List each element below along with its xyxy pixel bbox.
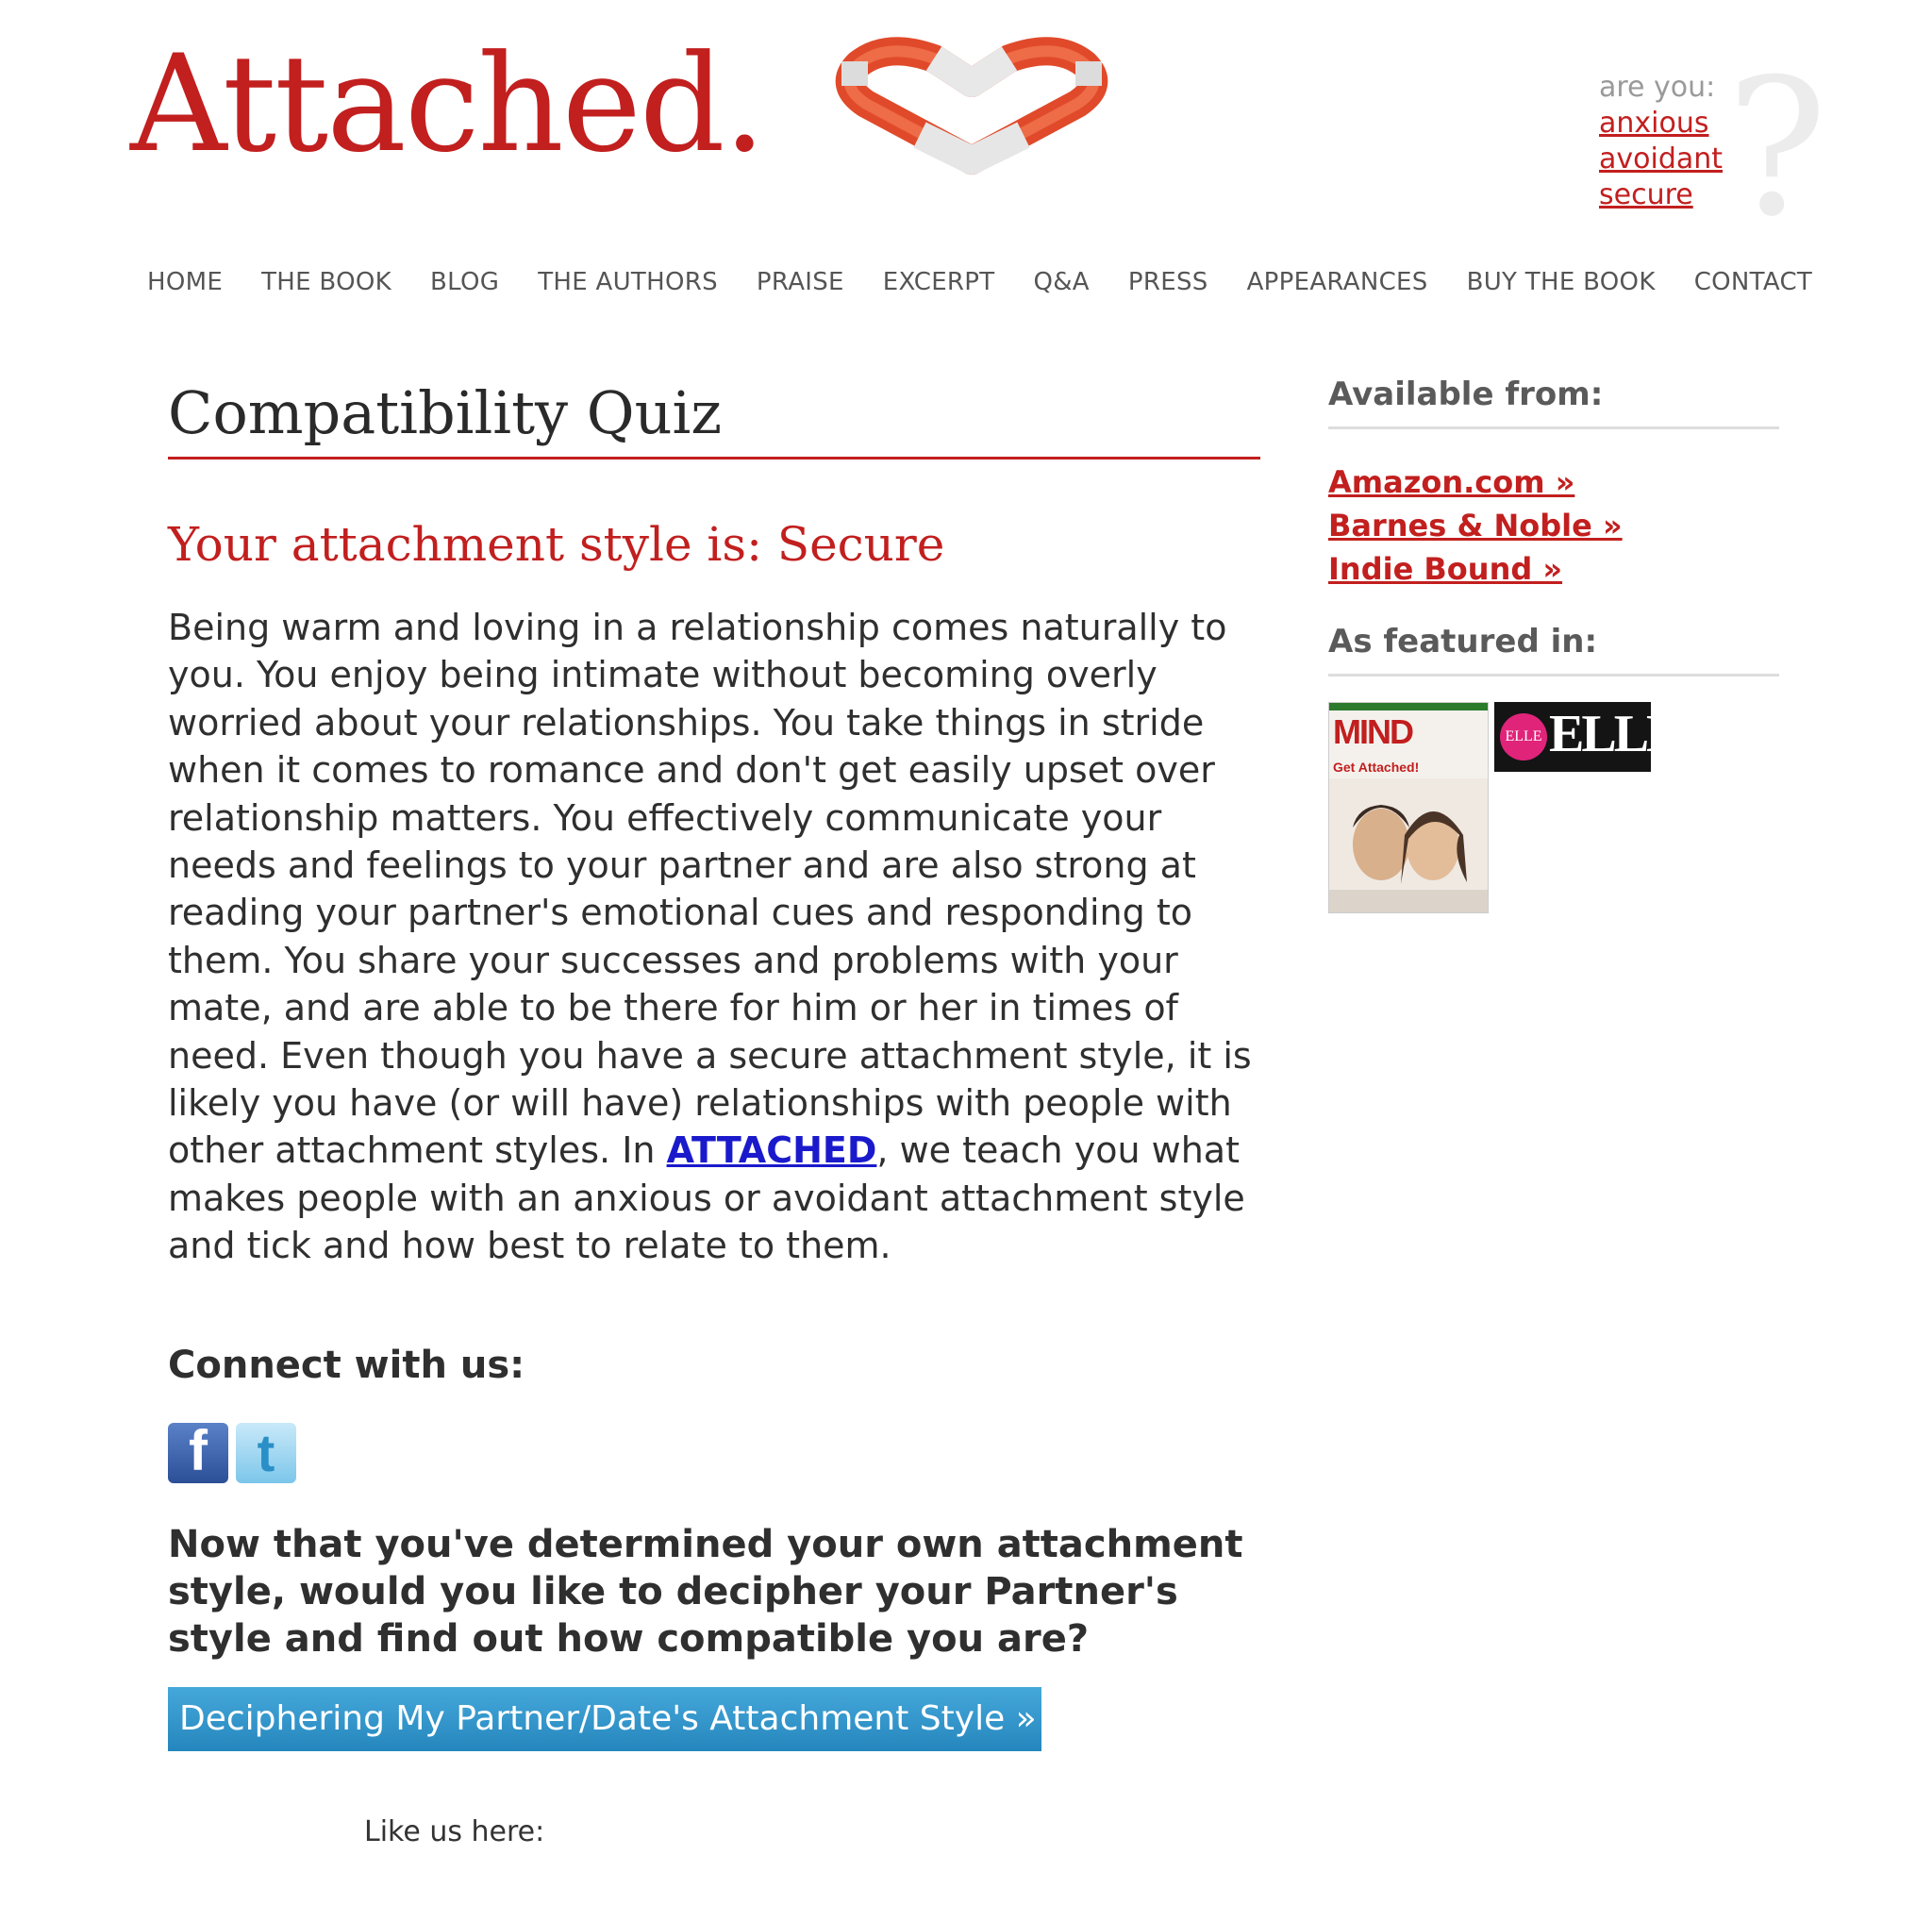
connect-heading: Connect with us: (168, 1344, 525, 1387)
elle-masthead: ELLE (1549, 705, 1679, 763)
nav-appearances[interactable]: APPEARANCES (1246, 268, 1428, 296)
twitter-glyph: t (257, 1423, 275, 1482)
nav-excerpt[interactable]: EXCERPT (882, 268, 995, 296)
available-from-heading: Available from: (1328, 376, 1779, 429)
nav-home[interactable]: HOME (147, 268, 224, 296)
nav-the-book[interactable]: THE BOOK (261, 268, 391, 296)
elle-badge: ELLE (1500, 713, 1547, 760)
site-logo[interactable]: Attached. (130, 26, 764, 182)
retailer-barnes-noble-link[interactable]: Barnes & Noble » (1328, 508, 1623, 543)
attachment-style-menu (1599, 70, 1788, 213)
heart-logo-icon (830, 36, 1113, 177)
main-nav (147, 268, 1812, 296)
result-description (168, 604, 1262, 1270)
nav-qa[interactable]: Q&A (1033, 268, 1090, 296)
nav-praise[interactable]: PRAISE (756, 268, 844, 296)
attached-book-link[interactable]: ATTACHED (666, 1129, 877, 1172)
elle-cover[interactable] (1494, 702, 1679, 772)
are-you-label: are you: (1599, 71, 1716, 104)
featured-in-heading: As featured in: (1328, 623, 1779, 677)
twitter-icon[interactable] (236, 1423, 296, 1483)
nav-buy-the-book[interactable]: BUY THE BOOK (1466, 268, 1656, 296)
nav-blog[interactable]: BLOG (429, 268, 500, 296)
social-links (168, 1419, 296, 1483)
mind-cover-tagline: Get Attached! (1333, 760, 1420, 775)
partner-quiz-prompt: Now that you've determined your own attachment style, would you like to decipher your Partner's style and find out how compatible you are? (168, 1523, 1243, 1661)
retailer-links (1328, 460, 1623, 591)
retailer-amazon-link[interactable]: Amazon.com » (1328, 464, 1575, 500)
nav-contact[interactable]: CONTACT (1693, 268, 1813, 296)
style-link-secure[interactable]: secure (1599, 178, 1693, 211)
facebook-icon[interactable] (168, 1419, 228, 1483)
cover-top-bar (1329, 703, 1488, 710)
nav-press[interactable]: PRESS (1127, 268, 1208, 296)
nav-the-authors[interactable]: THE AUTHORS (538, 268, 718, 296)
like-us-label: Like us here: (364, 1815, 545, 1848)
style-link-anxious[interactable]: anxious (1599, 107, 1709, 140)
facebook-glyph: f (189, 1419, 208, 1482)
description-text: Being warm and loving in a relationship comes naturally to you. You enjoy being intimate without becoming overly worried about your relationships. You take things in stride when it comes to romance and don't get easily upset over relationship matters. You effectively communicate your needs and feelings to your partner and are also strong at reading your partner's emotional cues and responding to them. You share your successes and problems with your mate, and are able to be there for him or her in times of need. Even though you have a secure attachment style, it is likely you have (or will have) relationships with people with other attachment styles. In (168, 607, 1252, 1172)
description-text-end: , we teach you what makes people with an anxious or avoidant attachment style and tick and how best to relate to them. (168, 1129, 1245, 1267)
result-heading: Your attachment style is: Secure (168, 517, 945, 572)
retailer-indie-bound-link[interactable]: Indie Bound » (1328, 551, 1563, 587)
page-title: Compatibility Quiz (168, 381, 1260, 460)
couple-photo-icon (1329, 778, 1488, 912)
mind-cover-title: MIND (1333, 712, 1412, 751)
partner-quiz-button[interactable]: Deciphering My Partner/Date's Attachment Style » (168, 1687, 1041, 1751)
scientific-american-mind-cover[interactable] (1328, 702, 1489, 913)
style-link-avoidant[interactable]: avoidant (1599, 142, 1724, 175)
question-mark-icon: ? (1726, 39, 1828, 259)
